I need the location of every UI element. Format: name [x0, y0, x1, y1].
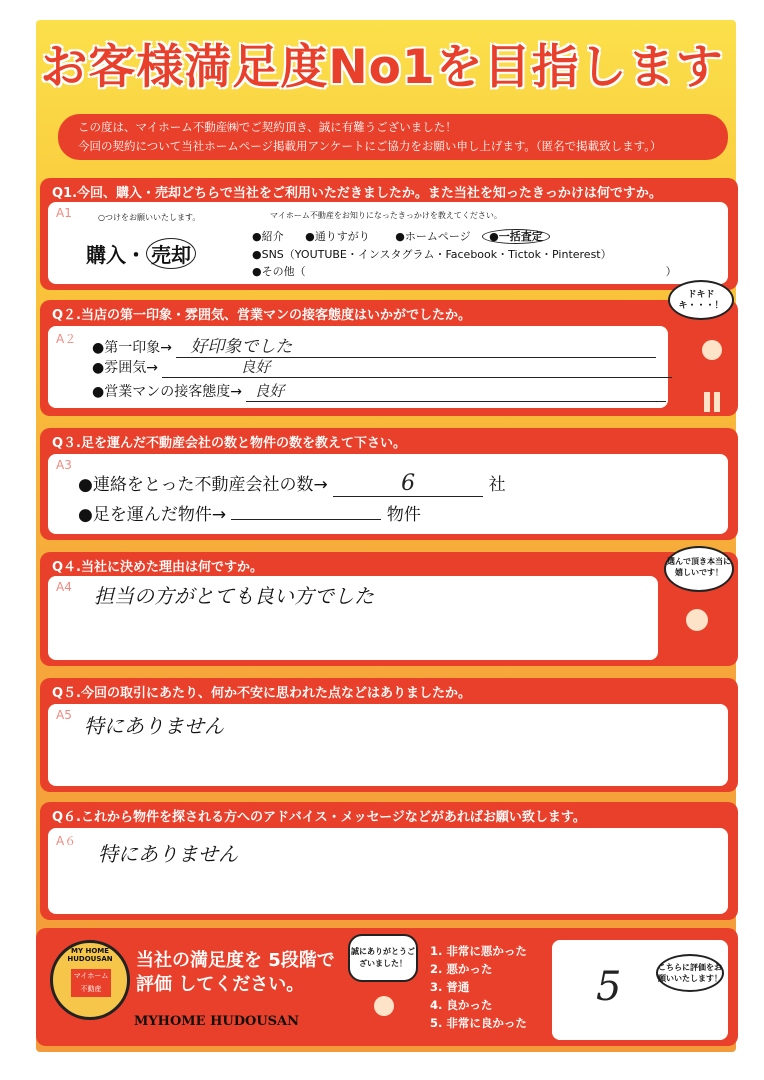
- q3-section: [40, 428, 738, 540]
- q2-ans2: 良好: [162, 356, 672, 378]
- q1-dot: ・: [126, 243, 146, 267]
- q1-opt-other-label: ●その他（: [252, 265, 306, 278]
- intro-banner: [58, 114, 728, 160]
- logo-center-text: マイホーム不動産: [71, 969, 111, 997]
- thanks-bubble: 誠にありがとうございました！: [348, 934, 418, 982]
- q3-item1: ●連絡をとった不動産会社の数→: [78, 475, 328, 495]
- request-bubble: こちらに評価をお願いいたします！: [656, 954, 724, 992]
- q2-speech-bubble: ドキドキ・・・！: [668, 280, 734, 320]
- page-title: お客様満足度No1を目指します: [40, 40, 724, 95]
- q1-trigger-note: マイホーム不動産をお知りになったきっかけを教えてください。: [270, 211, 502, 220]
- q3-ans2: [231, 500, 381, 520]
- q1-circle-note: ○つけをお願いいたします。: [98, 213, 201, 222]
- q3-answer-box: [48, 454, 728, 534]
- intro-line-2: 今回の契約について当社ホームページ掲載用アンケートにご協力をお願い申し上げます。（匿名で掲載致します。）: [78, 139, 662, 153]
- q1-opt-other-close: ）: [665, 265, 677, 278]
- q4-speech-bubble: 選んで頂き本当に嬉しいです！: [664, 546, 734, 592]
- q1-options-row1: [252, 228, 550, 244]
- q2-item1: ●第一印象→: [92, 340, 172, 356]
- q1-opt-bulk-circled: ●一括査定: [482, 229, 550, 244]
- q2-item3: ●営業マンの接客態度→: [92, 384, 242, 400]
- q5-section: [40, 678, 738, 792]
- q2-row-1: [92, 332, 656, 358]
- q6-answer-box: [48, 828, 728, 914]
- q2-ans1: 好印象でした: [176, 332, 656, 358]
- q2-answer-box: [48, 326, 668, 408]
- rating-scale: [430, 942, 527, 1032]
- q1-opt-other: [252, 263, 677, 279]
- mascot-character-2: [670, 596, 724, 666]
- q1-opt-passing: ●通りすがり: [305, 230, 370, 243]
- q5-answer: 特にありません: [84, 714, 224, 738]
- q2-label: A２: [56, 332, 77, 346]
- q6-section: [40, 802, 738, 920]
- scale-5: 5. 非常に良かった: [430, 1016, 527, 1030]
- q5-label: A5: [56, 708, 72, 722]
- q1-answer-box: [48, 202, 728, 284]
- q1-opt-homepage: ●ホームページ: [395, 230, 471, 243]
- q2-title: Q２.当店の第一印象・雰囲気、営業マンの接客態度はいかがでしたか。: [52, 308, 471, 323]
- q3-ans1: 6: [333, 471, 483, 497]
- rating-headline-2: 評価 してください。: [136, 974, 305, 995]
- q3-title: Q３.足を運んだ不動産会社の数と物件の数を教えて下さい。: [52, 436, 406, 451]
- logo-ring-text: MY HOME HUDOUSAN: [67, 947, 113, 963]
- q4-answer: 担当の方がとても良い方でした: [94, 584, 374, 608]
- q2-item2: ●雰囲気→: [92, 360, 158, 376]
- q1-buy: 購入: [86, 243, 126, 267]
- mascot-character: [690, 328, 734, 422]
- brand-name: MYHOME HUDOUSAN: [134, 1014, 300, 1029]
- q2-row-2: [92, 356, 672, 378]
- q3-item2: ●足を運んだ物件→: [78, 505, 227, 525]
- q1-label: A1: [56, 206, 72, 220]
- mascot-character-3: [358, 984, 410, 1048]
- q1-section: [40, 178, 738, 290]
- q2-ans3: 良好: [246, 380, 666, 402]
- q4-section: [40, 552, 738, 666]
- q1-title: Q1.今回、購入・売却どちらで当社をご利用いただきましたか。また当社を知ったきっかけは何ですか。: [52, 186, 662, 201]
- q1-opt-sns: ●SNS（YOUTUBE・インスタグラム・Facebook・Tictok・Pinterest）: [252, 248, 612, 261]
- q3-unit1: 社: [488, 475, 506, 495]
- q5-answer-box: [48, 704, 728, 786]
- q4-title: Q４.当社に決めた理由は何ですか。: [52, 560, 263, 575]
- scale-4: 4. 良かった: [430, 998, 493, 1012]
- q3-row-1: [78, 470, 506, 497]
- scale-3: 3. 普通: [430, 980, 470, 994]
- rating-value: 5: [596, 964, 622, 1010]
- q5-title: Q５.今回の取引にあたり、何か不安に思われた点などはありましたか。: [52, 686, 471, 701]
- intro-line-1: この度は、マイホーム不動産㈱でご契約頂き、誠に有難うございました！: [78, 120, 457, 134]
- q1-opt-intro: ●紹介: [252, 230, 284, 243]
- scale-1: 1. 非常に悪かった: [430, 944, 527, 958]
- q3-unit2: 物件: [386, 505, 421, 525]
- q2-row-3: [92, 380, 666, 402]
- q6-label: A６: [56, 834, 77, 848]
- rating-headline-1: 当社の満足度を 5段階で: [136, 950, 335, 971]
- scale-2: 2. 悪かった: [430, 962, 493, 976]
- q1-choice: [86, 238, 196, 269]
- q2-section: [40, 290, 738, 416]
- q4-label: A4: [56, 580, 72, 594]
- rating-section: [36, 928, 738, 1046]
- q3-row-2: [78, 500, 421, 525]
- q6-title: Q６.これから物件を探される方へのアドバイス・メッセージなどがあればお願い致します。: [52, 810, 586, 825]
- q3-label: A3: [56, 458, 72, 472]
- rating-answer-box: [552, 940, 728, 1040]
- q6-answer: 特にありません: [98, 842, 238, 866]
- q4-answer-box: [48, 576, 658, 660]
- company-logo: [50, 940, 130, 1020]
- q1-sell-circled: 売却: [146, 238, 196, 269]
